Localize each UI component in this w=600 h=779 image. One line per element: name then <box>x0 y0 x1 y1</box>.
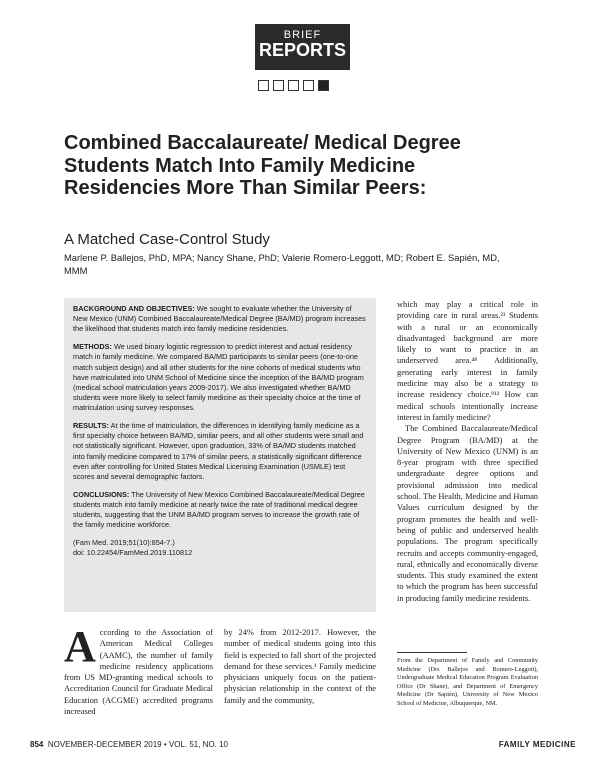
author-list: Marlene P. Ballejos, PhD, MPA; Nancy Shane, PhD; Valerie Romero-Leggott, MD; Robert E. Sapién, MD, MMM <box>64 252 500 276</box>
issue-info: NOVEMBER-DECEMBER 2019 • VOL. 51, NO. 10 <box>47 740 229 749</box>
filled-square-icon <box>318 80 329 91</box>
abstract-text: The University of New Mexico Combined Baccalaureate/Medical Degree students match into family medicine at nearly twice the rate of traditional medical degree students, suggesting that the UNM BA/MD program serves to increase the growth rate of the family medicine workforce. <box>73 489 365 530</box>
abstract-conclusions <box>73 490 367 531</box>
body-column-3 <box>397 299 538 604</box>
drop-cap: A <box>64 622 96 671</box>
abstract-text: We used binary logistic regression to predict interest and actual residency match in family medicine. We compared BA/MD participants to similar peers (one-to-one match subject design) and all other students for the nine cohorts of medical students who have matriculated into UNM School of Medicine since the inception of the BA/MD program (medical school matriculation years 2009-2017). We also investigated whether BA/MD students were more likely to select family medicine as their specialty choice at the time of matriculation using survey responses. <box>73 342 364 413</box>
footnote-divider <box>397 652 467 653</box>
journal-name: FAMILY MEDICINE <box>498 740 576 749</box>
body-paragraph: which may play a critical role in providing care in rural areas.²³ Students with a rural or an economically disadvantaged background are more likely to want to practice in an underserved area.⁴⁸ Additionally, generating early interest in family medicine may also be a strategy to increase residency choice.⁹¹² How can medical schools intentionally increase interest in family medicine? <box>397 300 538 422</box>
abstract-methods <box>73 342 367 413</box>
body-column-1 <box>64 622 213 717</box>
section-banner <box>255 24 350 70</box>
body-paragraph: The Combined Baccalaureate/Medical Degree Program (BA/MD) at the University of New Mexico (UNM) is an 8-year program with three specified undergraduate degree options and provisional admission into medical school. The Health, Medicine and Human Values curriculum designed by the program promotes the health and well-being of public and underserved health populations. The program specifically recruits and accepts community-engaged, rural, ethnically and economically diverse students. This study examined the extent to which the program has been successful in producing family medicine residents. <box>397 424 538 603</box>
article-subtitle: A Matched Case-Control Study <box>64 231 270 248</box>
body-column-2: by 24% from 2012-2017. However, the number of medical students going into this field is expected to fall short of the projected demand for these services.¹ Family medicine physicians uniquely focus on the patient-physician relationship in the context of the family and the community, <box>224 628 376 705</box>
abstract-background <box>73 304 367 335</box>
square-icon <box>303 80 314 91</box>
square-icon <box>273 80 284 91</box>
page-number: 854 <box>30 740 44 749</box>
banner-line-1: BRIEF <box>283 29 322 41</box>
square-icon <box>258 80 269 91</box>
abstract-label: BACKGROUND AND OBJECTIVES: <box>73 304 195 313</box>
page-footer <box>30 740 576 754</box>
abstract-results <box>73 421 367 482</box>
body-text: ccording to the Association of American Medical Colleges (AAMC), the number of family medicine residency applications from US MD-granting medical schools to Accreditation Council for Graduate Medical Education (ACGME) accredited programs increased <box>64 628 213 717</box>
banner-line-2: REPORTS <box>258 40 346 60</box>
square-icon <box>288 80 299 91</box>
abstract-label: CONCLUSIONS: <box>73 489 130 499</box>
abstract-label: METHODS: <box>73 342 112 352</box>
banner-squares <box>258 80 329 91</box>
affiliation-footnote: From the Department of Family and Community Medicine (Drs Ballejos and Romero-Leggott), Undergraduate Medical Education Program Evaluation Office (Dr Shane), and Department of Emergency Medicine (Dr Sapién), University of New Mexico School of Medicine, Albuquerque, NM. <box>397 657 538 707</box>
citation: (Fam Med. 2019;51(10):854-7.) <box>73 538 175 548</box>
article-title: Combined Baccalaureate/ Medical Degree Students Match Into Family Medicine Residencies More Than Similar Peers: <box>64 132 461 199</box>
abstract-box <box>64 298 376 612</box>
abstract-text: We sought to evaluate whether the University of New Mexico (UNM) Combined Baccalaureate/Medical Degree (BA/MD) program increases the likelihood that students match into family medicine residencies. <box>73 304 366 334</box>
abstract-label: RESULTS: <box>73 421 109 431</box>
doi-link[interactable]: doi: 10.22454/FamMed.2019.110812 <box>73 548 193 558</box>
abstract-text: At the time of matriculation, the differences in identifying family medicine as a first specialty choice between BA/MD, similar peers, and all other students were small and not statistically significant. However, upon graduation, 33% of BA/MD students matched into family medicine compared to 17% of similar peers, a statistically significant difference even after controlling for United States Medical Licensing Examination (USMLE) test scores and several demographic factors. <box>73 421 364 482</box>
